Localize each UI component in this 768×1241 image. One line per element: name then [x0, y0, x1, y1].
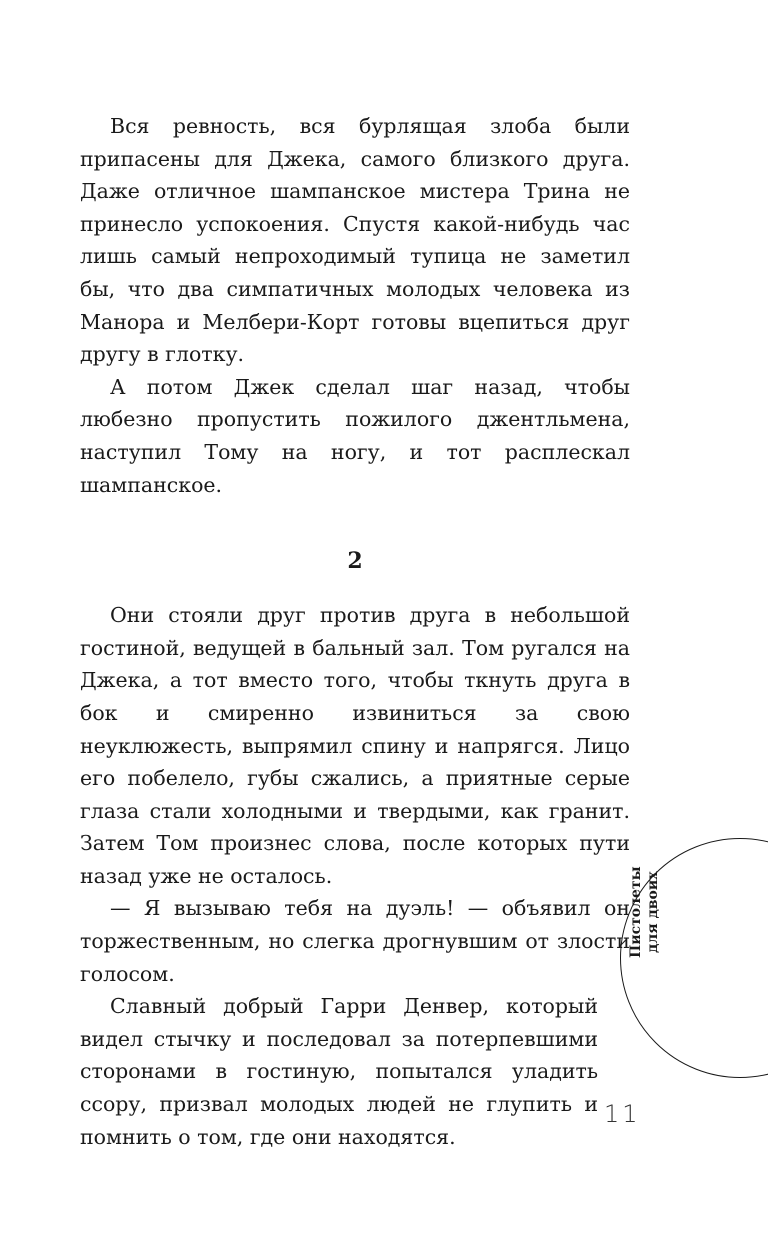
paragraph: Славный добрый Гарри Денвер, который видел стычку и последовал за потерпевшими сторонами в гостиную, попытался уладить ссору, призвал молодых людей не глупить и помнить о том, где они находятся. [80, 994, 598, 1149]
paragraph: А потом Джек сделал шаг назад, чтобы любезно пропустить пожилого джентльмена, наступил Тому на ногу, и тот расплескал шампанское. [80, 374, 630, 497]
running-title [628, 866, 662, 958]
dialogue-paragraph: — Я вызываю тебя на дуэль! — объявил он торжественным, но слегка дрогнувшим от злости голосом. [80, 896, 630, 986]
page-number: 11 [604, 1100, 641, 1128]
running-title-line: Пистолеты [628, 866, 644, 958]
running-title-line: для двоих [645, 871, 661, 953]
page-body [80, 110, 630, 1153]
paragraph: Они стояли друг против друга в небольшой гостиной, ведущей в бальный зал. Том ругался на Джека, а тот вместо того, чтобы ткнуть друга в бок и смиренно извиниться за свою неуклюжесть, выпрямил спину и напрягся. Лицо его побелело, губы сжались, а приятные серые глаза стали холодными и твердыми, как гранит. Затем Том произнес слова, после которых пути назад уже не осталось. [80, 603, 630, 888]
chapter-number: 2 [347, 548, 363, 575]
paragraph: Вся ревность, вся бурлящая злоба были припасены для Джека, самого близкого друга. Даже отличное шампанское мистера Трина не принесло успокоения. Спустя какой-нибудь час лишь самый непроходимый тупица не заметил бы, что два симпатичных молодых человека из Манора и Мелбери-Корт готовы вцепиться друг другу в глотку. [80, 114, 630, 367]
